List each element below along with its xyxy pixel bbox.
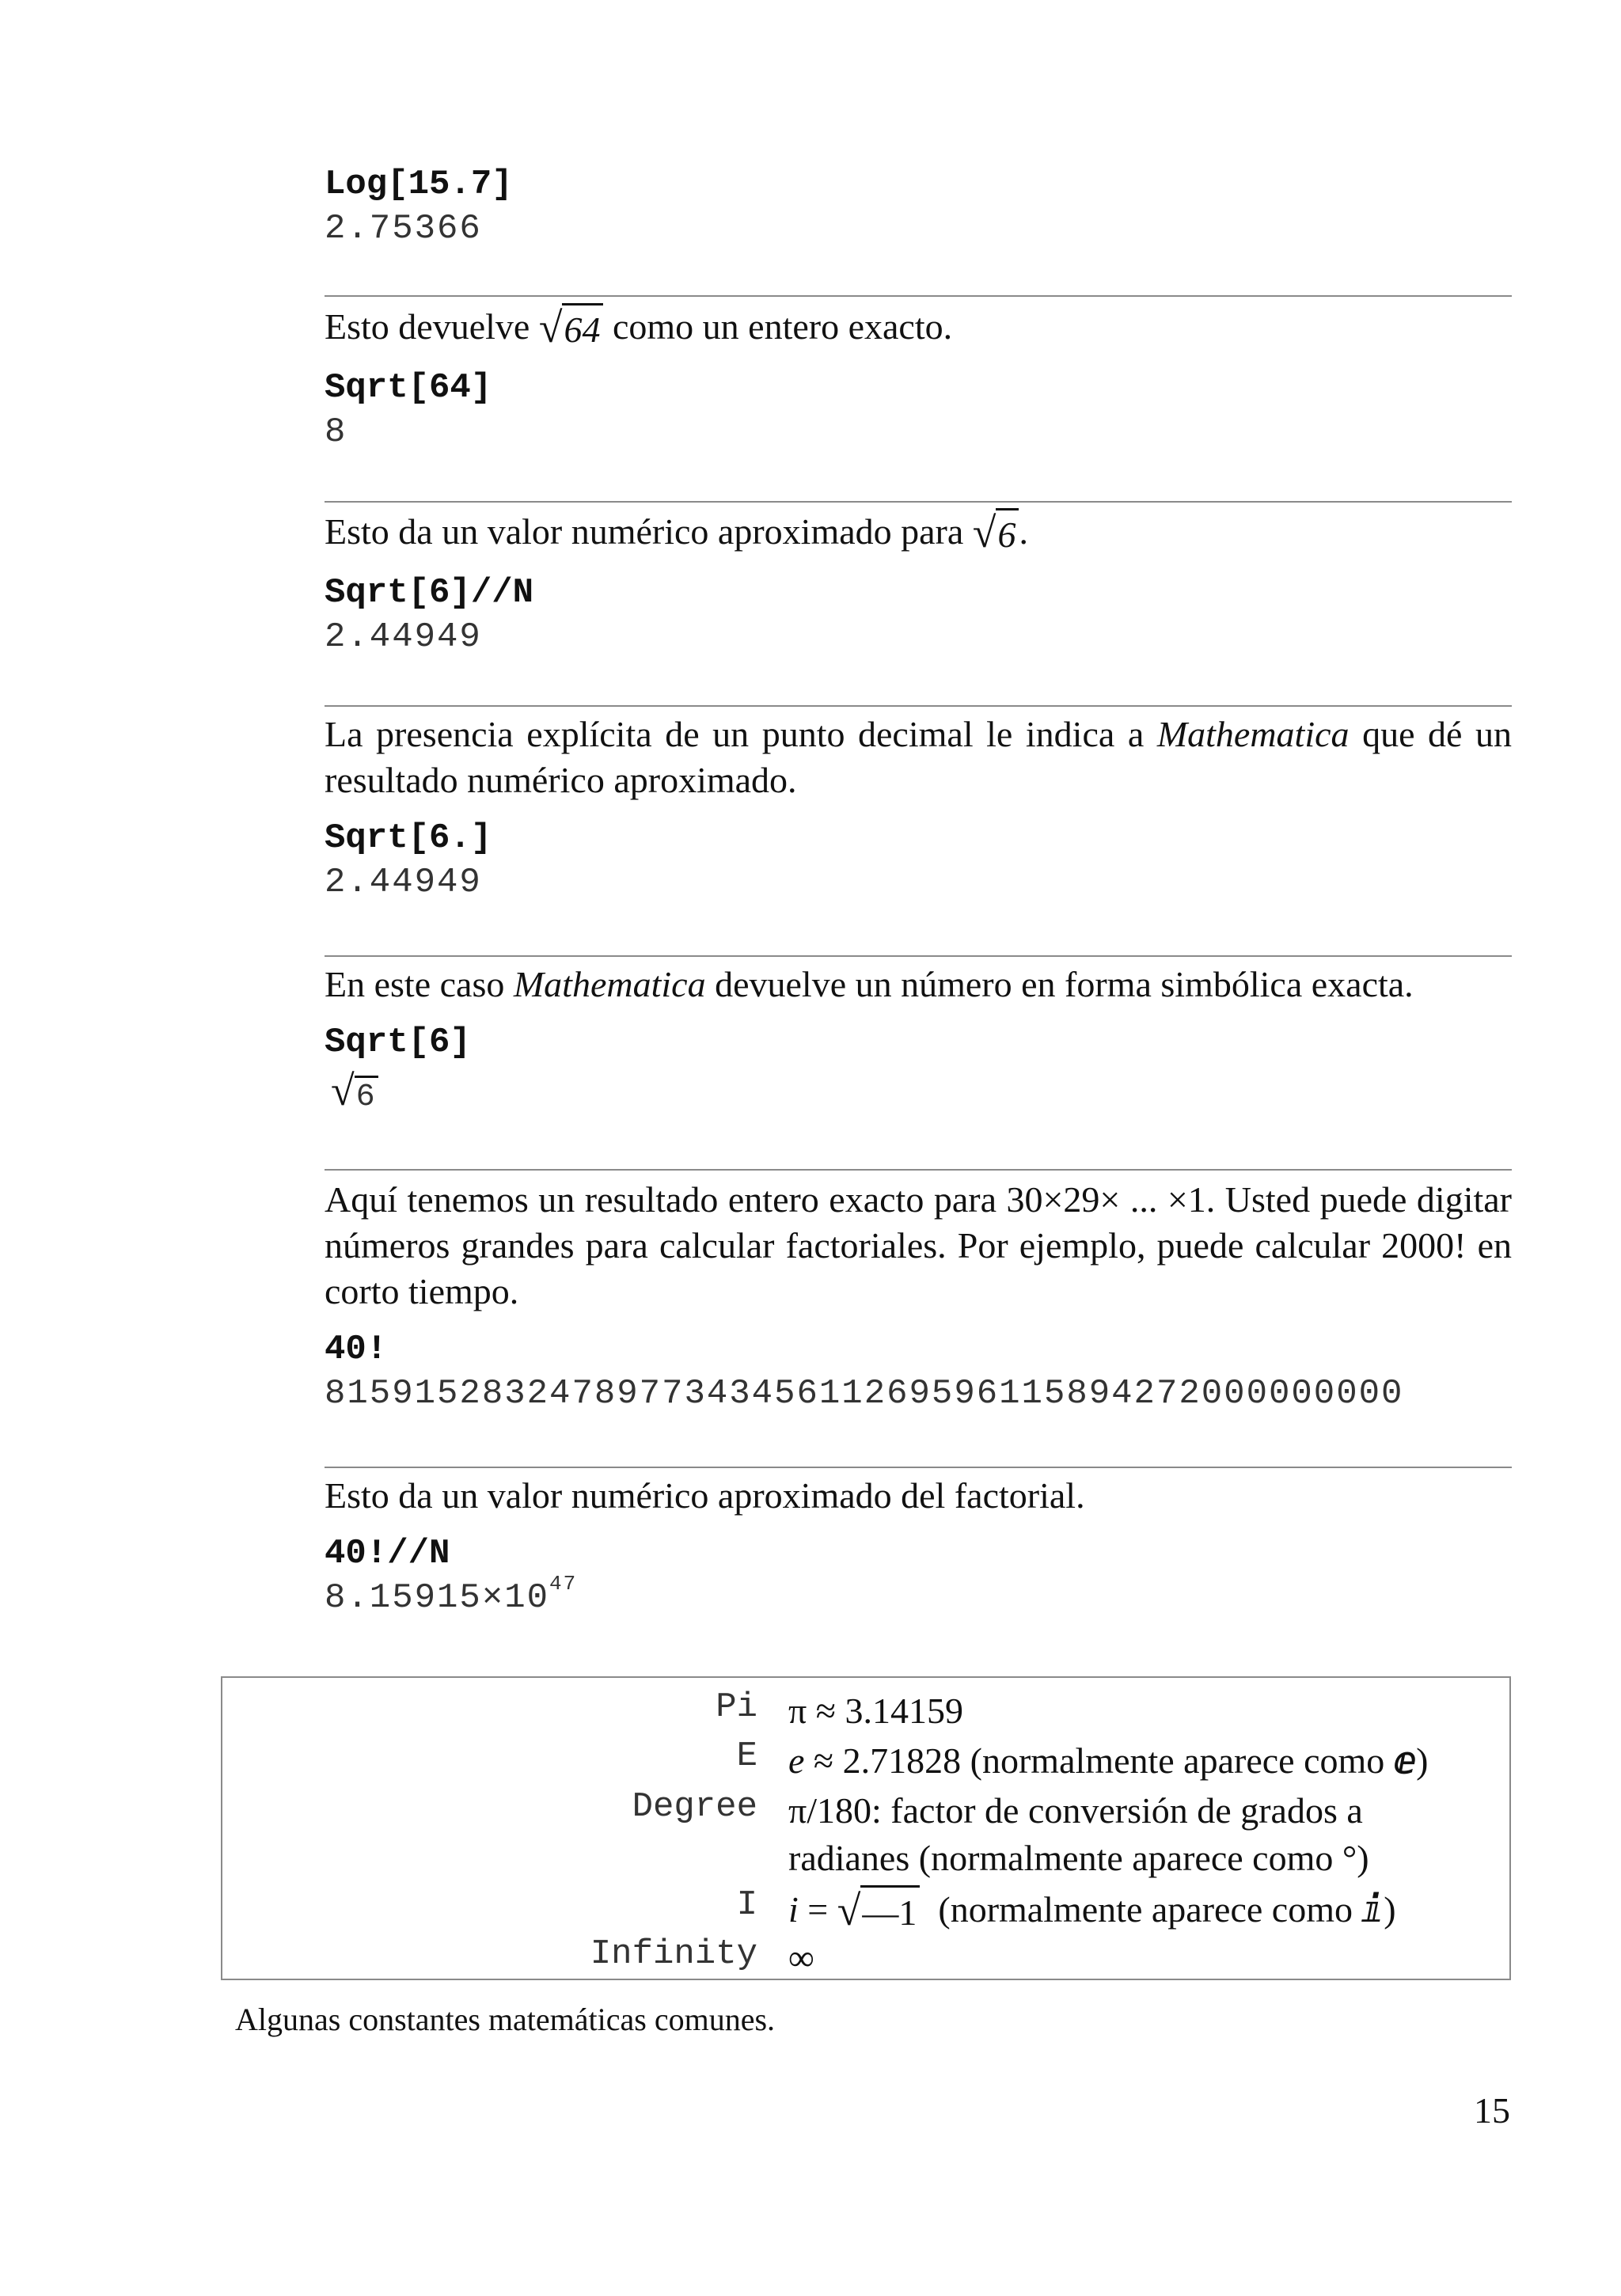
cell-divider [325,1467,1512,1468]
input-line[interactable]: Sqrt[6.] [325,818,492,858]
input-line[interactable]: 40!//N [325,1534,450,1573]
cell-description: La presencia explícita de un punto decimal le indica a Mathematica que dé un resultado numérico aproximado. [325,714,1513,800]
cell-divider [325,501,1512,503]
table-caption: Algunas constantes matemáticas comunes. [235,2002,776,2037]
constant-description: i = √—1 (normalmente aparece como ⅈ) [788,1885,1396,1937]
cell-sqrt-6-symbolic [325,962,1512,1115]
cell-divider [325,955,1512,957]
cell-description: Esto da un valor numérico aproximado del factorial. [325,1475,1085,1516]
input-line[interactable]: Sqrt[6] [325,1023,471,1062]
constant-description: e ≈ 2.71828 (normalmente aparece como ⅇ) [788,1739,1429,1782]
input-line[interactable]: 40! [325,1330,388,1369]
constants-table [221,1676,1511,1980]
sqrt-expression: √—1 [837,1885,921,1937]
input-line[interactable]: Log[15.7] [325,165,513,204]
cell-description: En este caso Mathematica devuelve un número en forma simbólica exacta. [325,964,1414,1004]
cell-divider [325,295,1512,297]
output-line: $8.15915\times 10^{47}$ [325,1572,578,1618]
output-line: 2.75366 [325,209,482,249]
cell-log [325,162,1512,251]
cell-description: Aquí tenemos un resultado entero exacto para 30×29× ... ×1. Usted puede digitar números grandes para calcular factoriales. Por ejemplo, puede calcular 2000! en corto tiempo. [325,1179,1512,1311]
constant-description: ∞ [788,1937,814,1978]
cell-factorial [325,1177,1512,1416]
constant-name: E [736,1736,757,1776]
output-line: 8 [325,412,347,452]
output-line: 2.44949 [325,863,482,902]
cell-sqrt-64 [325,303,1512,454]
cell-description: Esto devuelve √64 como un entero exacto. [325,304,953,351]
cell-sqrt-6-decimal [325,712,1512,905]
cell-divider [325,705,1512,707]
cell-sqrt-6-n [325,508,1512,659]
constant-name: Infinity [590,1934,757,1974]
constant-name: Degree [632,1787,757,1827]
cell-divider [325,1169,1512,1171]
cell-factorial-n [325,1473,1512,1620]
output-line: 815915283247897734345611269596115894272000000000 [325,1374,1404,1414]
input-line[interactable]: Sqrt[6]//N [325,573,534,613]
output-line: 2.44949 [325,617,482,657]
constant-description: π ≈ 3.14159 [788,1691,963,1731]
constant-description: π/180: factor de conversión de grados a radianes (normalmente aparece como °) [788,1790,1369,1878]
output-symbolic-sqrt: √6 [331,1066,1512,1115]
page-number: 15 [1474,2090,1510,2131]
constant-name: Pi [716,1687,757,1727]
input-line[interactable]: Sqrt[64] [325,368,492,408]
sqrt-expression: √64 [539,303,604,353]
constant-name: I [736,1885,757,1925]
cell-description: Esto da un valor numérico aproximado para √6. [325,509,1028,556]
sqrt-expression: √6 [973,508,1019,558]
